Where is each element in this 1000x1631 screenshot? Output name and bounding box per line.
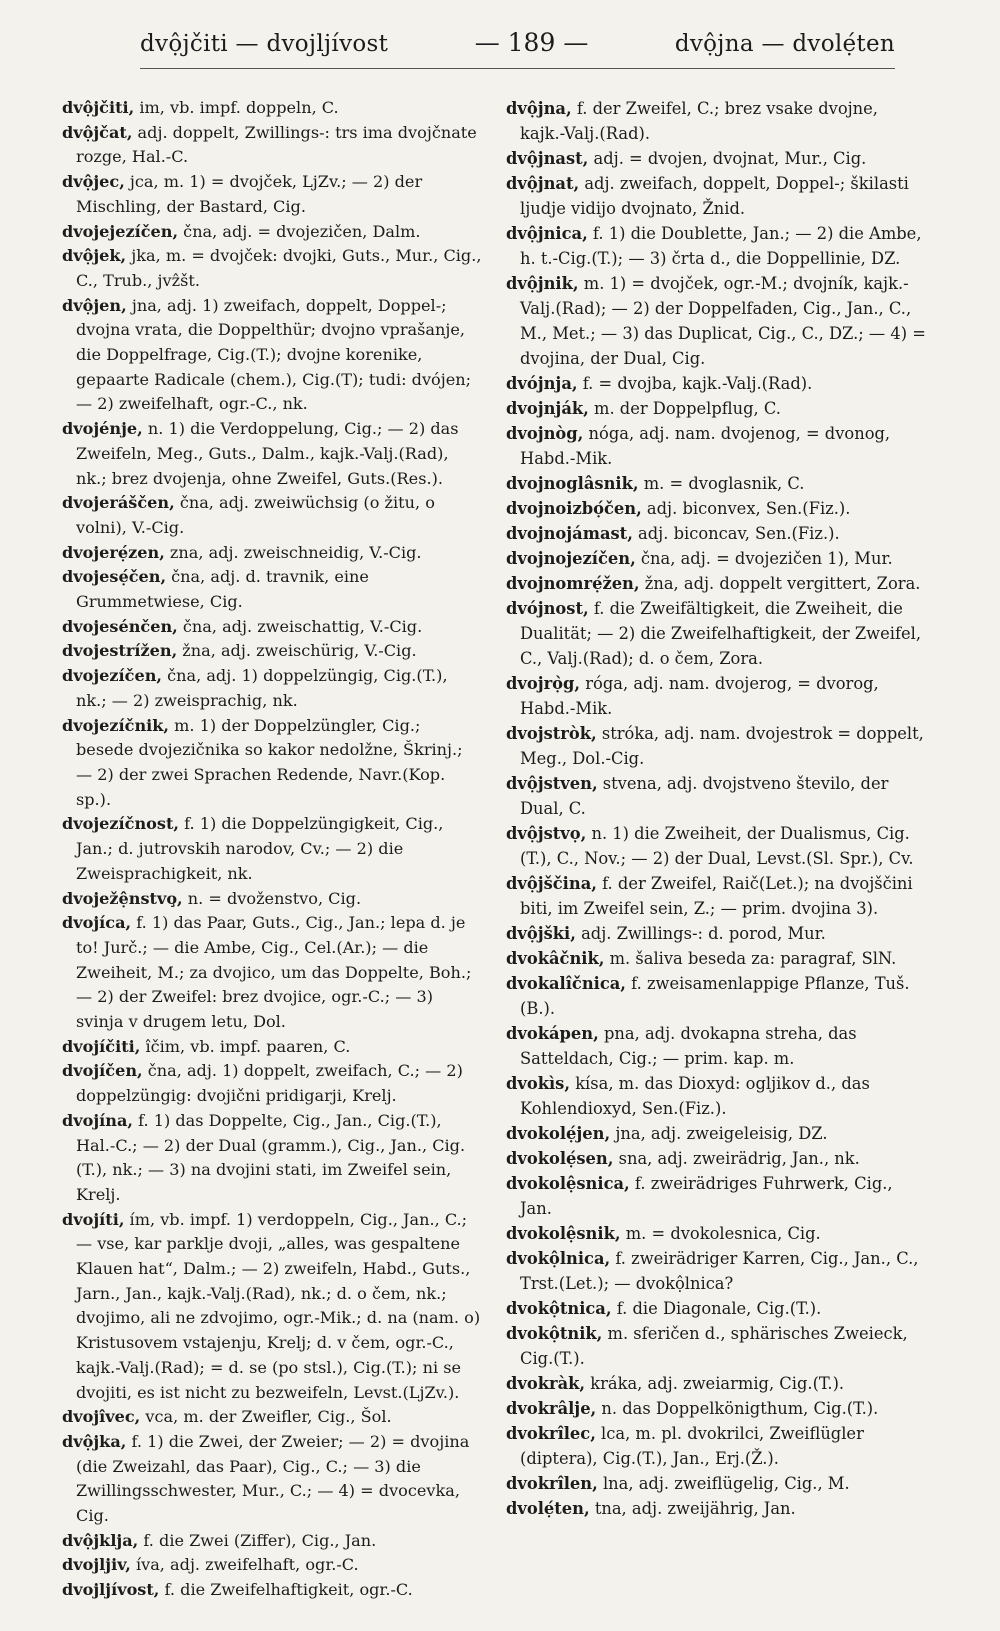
entry-headword: dvojezíčnost,	[62, 814, 179, 834]
entry-definition: žna, adj. doppelt vergittert, Zora.	[639, 574, 921, 593]
dictionary-entry	[506, 171, 926, 221]
dictionary-entry	[62, 664, 482, 713]
entry-definition: f. 1) die Doppelzüngigkeit, Cig., Jan.; d. jutrovskih narodov, Cv.; — 2) die Zweisprachigkeit, nk.	[76, 814, 444, 883]
entry-definition: ím, vb. impf. 1) verdoppeln, Cig., Jan., C.; — vse, kar parklje dvoji, „alles, was gespaltene Klauen hat“, Dalm.; — 2) zweifeln, Habd., Guts., Jarn., Jan., kajk.-Valj.(Rad), nk.; d. o čem, nk.; dvojimo, ali ne zdvojimo, ogr.-Mik.; d. na (nam. o) Kristusovem vstajenju, Krelj; d. v čem, ogr.-C., kajk.-Valj.(Rad); = d. se (po stsl.), Cig.(T.); ni se dvojiti, es ist nicht zu bezweifeln, Levst.(LjZv.).	[76, 1209, 481, 1402]
dictionary-entry	[506, 1421, 926, 1471]
entry-definition: f. 1) das Paar, Guts., Cig., Jan.; lepa d. je to! Jurč.; — die Ambe, Cig., Cel.(Ar.); — die Zweiheit, M.; za dvojico, um das Doppelte, Boh.; — 2) der Zweifel: brez dvojice, ogr.-C.; — 3) svinja v drugem letu, Dol.	[76, 913, 472, 1032]
entry-headword: dvojnòg,	[506, 424, 584, 443]
dictionary-entry	[62, 244, 482, 293]
entry-headword: dvojestrížen,	[62, 641, 178, 661]
entry-definition: m. = dvoglasnik, C.	[638, 474, 805, 493]
entry-headword: dvokolệsnica,	[506, 1174, 630, 1193]
entry-definition: n. = dvoženstvo, Cig.	[182, 888, 362, 908]
entry-definition: stvena, adj. dvojstveno število, der Dual, C.	[520, 774, 889, 818]
entry-headword: dvojnojezíčen,	[506, 549, 636, 568]
entry-headword: dvộjnica,	[506, 224, 588, 243]
entry-headword: dvójnja,	[506, 374, 578, 393]
entry-headword: dvộjščina,	[506, 874, 597, 893]
dictionary-entry	[506, 496, 926, 521]
dictionary-entry	[506, 521, 926, 546]
entry-headword: dvộjnat,	[506, 174, 580, 193]
dictionary-entry	[62, 491, 482, 540]
entry-headword: dvộjek,	[62, 246, 127, 266]
entry-definition: čna, adj. = dvojezičen, Dalm.	[178, 221, 421, 241]
entry-definition: jca, m. 1) = dvojček, LjZv.; — 2) der Mischling, der Bastard, Cig.	[76, 172, 423, 216]
dictionary-entry	[506, 671, 926, 721]
entry-definition: adj. zweifach, doppelt, Doppel-; škilasti ljudje vidijo dvojnato, Žnid.	[520, 174, 909, 218]
entry-headword: dvolẹ́ten,	[506, 1499, 590, 1518]
entry-definition: n. 1) die Verdoppelung, Cig.; — 2) das Zweifeln, Meg., Guts., Dalm., kajk.-Valj.(Rad), nk.; brez dvojenja, ohne Zweifel, Guts.(Res.).	[76, 419, 459, 488]
entry-headword: dvojezíčen,	[62, 666, 162, 686]
entry-headword: dvojnojámast,	[506, 524, 633, 543]
entry-headword: dvokộtnik,	[506, 1324, 603, 1343]
dictionary-entry	[506, 1221, 926, 1246]
entry-headword: dvộjčiti,	[62, 98, 135, 117]
dictionary-entry	[506, 271, 926, 371]
entry-definition: f. = dvojba, kajk.-Valj.(Rad).	[577, 374, 813, 393]
dictionary-entry	[506, 96, 926, 146]
entry-definition: čna, adj. zweischattig, V.-Cig.	[177, 616, 423, 636]
entry-definition: nóga, adj. nam. dvojenog, = dvonog, Habd.-Mik.	[520, 424, 891, 468]
entry-definition: kráka, adj. zweiarmig, Cig.(T.).	[585, 1374, 845, 1393]
dictionary-entry	[506, 421, 926, 471]
entry-definition: čna, adj. 1) doppelzüngig, Cig.(T.), nk.; — 2) zweisprachig, nk.	[76, 666, 448, 710]
header-right-guideword: dvộjna — dvolẹ́ten	[674, 31, 895, 57]
entry-headword: dvộjen,	[62, 295, 127, 315]
dictionary-entry	[62, 911, 482, 1035]
entry-headword: dvộjstvọ,	[506, 824, 587, 843]
entry-definition: tna, adj. zweijährig, Jan.	[589, 1499, 796, 1518]
entry-definition: lna, adj. zweiflügelig, Cig., M.	[597, 1474, 850, 1493]
entry-headword: dvộjnast,	[506, 149, 589, 168]
entry-definition: sna, adj. zweirädrig, Jan., nk.	[613, 1149, 860, 1168]
entry-definition: zna, adj. zweischneidig, V.-Cig.	[164, 542, 422, 562]
entry-definition: f. 1) das Doppelte, Cig., Jan., Cig.(T.), Hal.-C.; — 2) der Dual (gramm.), Cig., Jan., Cig.(T.), nk.; — 3) na dvojini stati, im Zweifel sein, Krelj.	[76, 1110, 466, 1204]
dictionary-entry	[506, 221, 926, 271]
dictionary-entry	[506, 1246, 926, 1296]
entry-headword: dvojíčiti,	[62, 1036, 141, 1056]
entry-headword: dvokolệsnik,	[506, 1224, 621, 1243]
entry-definition: jna, adj. 1) zweifach, doppelt, Doppel-; dvojna vrata, die Doppelthür; dvojno vprašanje, die Doppelfrage, Cig.(T.); dvojne korenike, gepaarte Radicale (chem.), Cig.(T); tudi: dvójen; — 2) zweifelhaft, ogr.-C., nk.	[76, 295, 472, 414]
entry-headword: dvojesénčen,	[62, 616, 178, 636]
entry-headword: dvokrîlen,	[506, 1474, 598, 1493]
dictionary-entry	[506, 1121, 926, 1146]
dictionary-entry	[506, 1496, 926, 1521]
entry-definition: f. 1) die Doublette, Jan.; — 2) die Ambe, h. t.-Cig.(T.); — 3) črta d., die Doppellinie, DZ.	[520, 224, 922, 268]
entry-definition: m. šaliva beseda za: paragraf, SlN.	[604, 949, 897, 968]
entry-headword: dvokápen,	[506, 1024, 599, 1043]
entry-definition: stróka, adj. nam. dvojestrok = doppelt, Meg., Dol.-Cig.	[520, 724, 924, 768]
dictionary-entry	[506, 921, 926, 946]
dictionary-entry	[62, 220, 482, 245]
entry-headword: dvokolẹ́sen,	[506, 1149, 614, 1168]
entry-definition: f. 1) die Zwei, der Zweier; — 2) = dvojina (die Zweizahl, das Paar), Cig., C.; — 3) die Zwillingsschwester, Mur., C.; — 4) = dvocevka, Cig.	[76, 1431, 470, 1526]
entry-definition: îčim, vb. impf. paaren, C.	[140, 1036, 351, 1056]
entry-headword: dvojnják,	[506, 399, 589, 418]
header-left-guideword: dvộjčiti — dvojljívost	[140, 31, 389, 57]
entry-definition: adj. = dvojen, dvojnat, Mur., Cig.	[588, 149, 867, 168]
entry-definition: m. 1) der Doppelzüngler, Cig.; besede dvojezičnika so kakor nedolžne, Škrinj.; — 2) der zwei Sprachen Redende, Navr.(Kop. sp.).	[76, 715, 463, 809]
entry-headword: dvojnoglâsnik,	[506, 474, 639, 493]
dictionary-entry	[506, 771, 926, 821]
dictionary-entry	[62, 1109, 482, 1208]
entry-headword: dvộjstven,	[506, 774, 598, 793]
dictionary-entry	[506, 1171, 926, 1221]
entry-definition: f. zweirädriger Karren, Cig., Jan., C., Trst.(Let.); — dvokộlnica?	[520, 1249, 919, 1293]
entry-definition: jna, adj. zweigeleisig, DZ.	[610, 1124, 828, 1143]
dictionary-entry	[62, 1430, 482, 1529]
entry-definition: f. die Zwei (Ziffer), Cig., Jan.	[138, 1530, 377, 1550]
entry-definition: n. 1) die Zweiheit, der Dualismus, Cig.(T.), C., Nov.; — 2) der Dual, Levst.(Sl. Spr.), Cv.	[520, 824, 914, 868]
entry-definition: im, vb. impf. doppeln, C.	[134, 98, 339, 117]
entry-headword: dvojljiv,	[62, 1555, 131, 1575]
entry-headword: dvokalîčnica,	[506, 974, 626, 993]
dictionary-entry	[506, 146, 926, 171]
entry-definition: adj. Zwillings-: d. porod, Mur.	[575, 924, 826, 943]
entry-headword: dvokrîlec,	[506, 1424, 596, 1443]
entry-definition: vca, m. der Zweifler, Cig., Šol.	[140, 1407, 392, 1427]
entry-headword: dvojnomrẹ́žen,	[506, 574, 640, 593]
entry-headword: dvojstròk,	[506, 724, 597, 743]
entry-headword: dvojljívost,	[62, 1580, 160, 1600]
entry-headword: dvộjklja,	[62, 1530, 139, 1550]
entry-headword: dvojnoizbọ́čen,	[506, 499, 642, 518]
dictionary-entry	[62, 639, 482, 664]
dictionary-entry	[62, 1529, 482, 1554]
entry-definition: m. sferičen d., sphärisches Zweieck, Cig.(T.).	[520, 1324, 908, 1368]
entry-headword: dvộjnik,	[506, 274, 579, 293]
dictionary-entry	[506, 1321, 926, 1371]
entry-headword: dvojíčen,	[62, 1061, 143, 1081]
entry-definition: m. 1) = dvojček, ogr.-M.; dvojník, kajk.-Valj.(Rad); — 2) der Doppelfaden, Cig., Jan., C., M., Met.; — 3) das Duplicat, Cig., C., DZ.; — 4) = dvojina, der Dual, Cig.	[520, 274, 926, 368]
dictionary-entry	[62, 1035, 482, 1060]
entry-headword: dvojesẹ́čen,	[62, 567, 167, 587]
dictionary-entry	[62, 714, 482, 813]
dictionary-entry	[62, 96, 482, 121]
entry-headword: dvokộtnica,	[506, 1299, 612, 1318]
entry-headword: dvojeráščen,	[62, 493, 175, 513]
dictionary-entry	[506, 546, 926, 571]
dictionary-entry	[506, 871, 926, 921]
running-header	[140, 28, 895, 69]
entry-headword: dvộjški,	[506, 924, 576, 943]
dictionary-entry	[62, 1578, 482, 1603]
entry-definition: róga, adj. nam. dvojerog, = dvorog, Habd.-Mik.	[520, 674, 879, 718]
entry-definition: adj. biconvex, Sen.(Fiz.).	[641, 499, 851, 518]
entry-headword: dvojrọ̀g,	[506, 674, 581, 693]
entry-definition: lca, m. pl. dvokrilci, Zweiflügler (diptera), Cig.(T.), Jan., Erj.(Ž.).	[520, 1424, 864, 1468]
dictionary-entry	[506, 946, 926, 971]
entry-definition: čna, adj. zweiwüchsig (o žitu, o volni), V.-Cig.	[76, 493, 435, 537]
dictionary-entry	[506, 1371, 926, 1396]
entry-definition: f. der Zweifel, Raič(Let.); na dvojščini biti, im Zweifel sein, Z.; — prim. dvojina 3).	[520, 874, 913, 918]
entry-headword: dvộjna,	[506, 99, 572, 118]
entry-definition: čna, adj. d. travnik, eine Grummetwiese, Cig.	[76, 567, 369, 612]
entry-headword: dvokrâlje,	[506, 1399, 597, 1418]
dictionary-entry	[62, 417, 482, 491]
entry-definition: adj. biconcav, Sen.(Fiz.).	[632, 524, 840, 543]
dictionary-entry	[506, 1071, 926, 1121]
entry-headword: dvoježệnstvo̧,	[62, 888, 183, 908]
dictionary-entry	[506, 371, 926, 396]
dictionary-entry	[506, 1471, 926, 1496]
entry-definition: pna, adj. dvokapna streha, das Satteldach, Cig.; — prim. kap. m.	[520, 1024, 857, 1068]
dictionary-entry	[62, 541, 482, 566]
dictionary-entry	[62, 1553, 482, 1578]
dictionary-entry	[62, 1208, 482, 1406]
dictionary-entry	[506, 821, 926, 871]
entry-headword: dvokolẹ́jen,	[506, 1124, 611, 1143]
dictionary-entry	[62, 565, 482, 614]
entry-headword: dvojíca,	[62, 913, 132, 933]
dictionary-entry	[506, 1296, 926, 1321]
entry-headword: dvojerẹ́zen,	[62, 542, 165, 562]
entry-headword: dvộjec,	[62, 172, 125, 192]
dictionary-entry	[506, 396, 926, 421]
entry-headword: dvokìs,	[506, 1074, 571, 1093]
dictionary-entry	[506, 1146, 926, 1171]
entry-headword: dvojîvec,	[62, 1407, 141, 1427]
dictionary-entry	[62, 812, 482, 886]
entry-definition: čna, adj. 1) doppelt, zweifach, C.; — 2) doppelzüngig: dvojični pridigarji, Krelj.	[76, 1061, 463, 1106]
page-number: — 189 —	[474, 28, 589, 57]
dictionary-entry	[506, 971, 926, 1021]
entry-definition: f. die Diagonale, Cig.(T.).	[611, 1299, 822, 1318]
dictionary-entry	[506, 721, 926, 771]
dictionary-entry	[62, 887, 482, 912]
dictionary-entry	[62, 1405, 482, 1430]
entry-headword: dvojénje,	[62, 419, 143, 439]
dictionary-entry	[62, 1059, 482, 1108]
entry-headword: dvộjčat,	[62, 122, 133, 142]
entry-headword: dvokộlnica,	[506, 1249, 611, 1268]
entry-headword: dvojejezíčen,	[62, 221, 179, 241]
dictionary-entry	[62, 294, 482, 418]
entry-headword: dvojezíčnik,	[62, 715, 170, 735]
right-column	[506, 96, 926, 1521]
entry-definition: kísa, m. das Dioxyd: ogljikov d., das Kohlendioxyd, Sen.(Fiz.).	[520, 1074, 870, 1118]
entry-definition: f. die Zweifältigkeit, die Zweiheit, die Dualität; — 2) die Zweifelhaftigkeit, der Zweifel, C., Valj.(Rad); d. o čem, Zora.	[520, 599, 921, 668]
entry-definition: f. der Zweifel, C.; brez vsake dvojne, kajk.-Valj.(Rad).	[520, 99, 878, 143]
entry-definition: n. das Doppelkönigthum, Cig.(T.).	[596, 1399, 879, 1418]
dictionary-entry	[506, 471, 926, 496]
dictionary-entry	[62, 121, 482, 170]
entry-headword: dvojína,	[62, 1110, 134, 1130]
entry-definition: f. die Zweifelhaftigkeit, ogr.-C.	[159, 1580, 413, 1600]
dictionary-entry	[506, 1396, 926, 1421]
dictionary-entry	[62, 615, 482, 640]
entry-definition: adj. doppelt, Zwillings-: trs ima dvojčnate rozge, Hal.-C.	[76, 122, 477, 167]
entry-headword: dvojíti,	[62, 1209, 125, 1229]
dictionary-entry	[506, 571, 926, 596]
entry-definition: jka, m. = dvojček: dvojki, Guts., Mur., Cig., C., Trub., jvẑšt.	[76, 246, 482, 290]
dictionary-entry	[506, 1021, 926, 1071]
entry-headword: dvokràk,	[506, 1374, 586, 1393]
entry-definition: f. zweirädriges Fuhrwerk, Cig., Jan.	[520, 1174, 893, 1218]
entry-definition: m. der Doppelpflug, C.	[588, 399, 781, 418]
entry-definition: íva, adj. zweifelhaft, ogr.-C.	[130, 1555, 359, 1575]
entry-definition: žna, adj. zweischürig, V.-Cig.	[177, 641, 417, 661]
entry-headword: dvokâčnik,	[506, 949, 605, 968]
dictionary-entry	[62, 170, 482, 219]
entry-definition: f. zweisamenlappige Pflanze, Tuš.(B.).	[520, 974, 910, 1018]
entry-definition: m. = dvokolesnica, Cig.	[620, 1224, 821, 1243]
entry-definition: čna, adj. = dvojezičen 1), Mur.	[635, 549, 893, 568]
dictionary-entry	[506, 596, 926, 671]
entry-headword: dvộjka,	[62, 1431, 127, 1451]
left-column	[62, 96, 482, 1603]
entry-headword: dvójnost,	[506, 599, 589, 618]
